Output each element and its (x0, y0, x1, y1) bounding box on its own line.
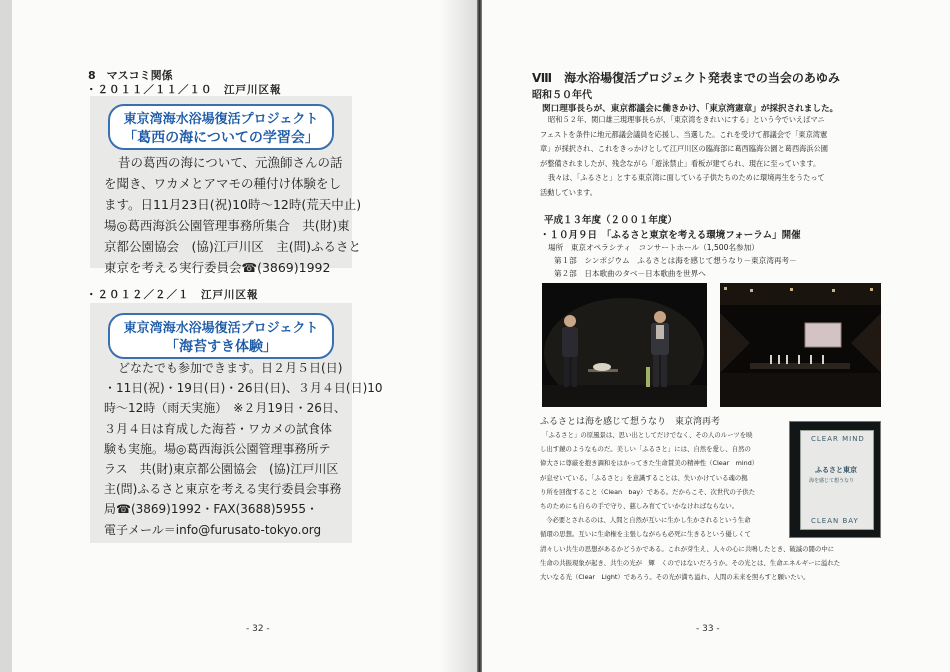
book-body-line: し出す鏡のようなものだ。美しい「ふるさと」には、自然を愛し、自然の (540, 445, 751, 454)
event-heading: ・１０月９日 「ふるさと東京を考える環境フォーラム」開催 (540, 230, 801, 241)
book-body-line: 「ふるさと」の原風景は、思い出としてだけでなく、その人のルーツを映 (542, 431, 753, 439)
stage-photo-speakers (542, 283, 707, 407)
book-body-line: り所を回復すること（Clean bay）である。だからこそ、次世代の子供た (540, 487, 756, 496)
era-body-line: が整備されましたが、残念ながら「遊泳禁止」看板が建てられ、現在に至っています。 (540, 158, 821, 168)
part2-line: 第２部 日本歌曲のタベ－日本歌曲を世界へ (554, 269, 706, 278)
book-cover-face (800, 430, 874, 530)
page-number: - 33 - (696, 624, 720, 634)
section-title: Ⅷ 海水浴場復活プロジェクト発表までの当会のあゆみ (532, 71, 840, 85)
cover-bottom-text: CLEAN BAY (811, 517, 859, 525)
clip2-body-line: どなたでも参加できます。日２月５日(日) (118, 361, 343, 375)
clip1-headline-line1: 東京湾海水浴場復活プロジェクト (123, 112, 319, 127)
page-number: - 32 - (246, 624, 270, 634)
clip2-headline-line2: 「海苔すき体験」 (165, 339, 277, 355)
book-cover-image (789, 421, 881, 538)
book-body-line: ちのためにも自らの手で守り、慈しみ育てていかなければならない。 (540, 502, 739, 511)
era-heading: 昭和５０年代 (532, 90, 592, 101)
speakers-illustration (542, 283, 707, 407)
clip2-body-line: 験も実施。場◎葛西海浜公園管理事務所テ (104, 441, 331, 456)
cover-top-text: CLEAR MIND (811, 435, 865, 443)
era-body (540, 113, 828, 200)
clip2-headline (108, 313, 334, 359)
clip1-date: ・２０１１／１１／１０ 江戸川区報 (86, 84, 282, 96)
clip1-headline (108, 104, 334, 150)
clip1-body-line: 昔の葛西の海について、元漁師さんの話 (118, 155, 343, 170)
clip2-body-line: ３月４日は育成した海苔・ワカメの試食体 (104, 421, 333, 436)
book-body-line: 今必要とされるのは、人間と自然が互いに生かし生かされるという生命 (546, 516, 751, 525)
era-lead: 関口理事長らが、東京都議会に働きかけ、「東京湾憲章」が採択されました。 (542, 104, 839, 114)
page-shadow (440, 0, 477, 672)
book-body-line: 清々しい共生の思想があるかどうかである。これが芽生え、人々の心に共鳴したとき、破滅の闇の中に (540, 544, 835, 553)
clip1-body-line: ます。日11月23日(祝)10時〜12時(荒天中止) (104, 197, 362, 212)
clip1-body-line: 場◎葛西海浜公園管理事務所集合 共(財)東 (104, 218, 350, 233)
book-body-line: 循環の思想。互いに生命権を主張しながらも必死に生きるという優しくて (540, 530, 751, 539)
concert-hall-photo (720, 283, 881, 407)
book-body-line: 大いなる光（Clear Light）であろう。その光が満ち溢れ、人間の未来を照らすと願いたい。 (540, 573, 810, 582)
newspaper-clip-2 (90, 303, 383, 543)
clip1-body (104, 152, 361, 278)
venue-line: 場所 東京オペラシティ コンサートホール（1,500名参加） (548, 243, 759, 252)
clip2-headline-line1: 東京湾海水浴場復活プロジェクト (123, 321, 319, 336)
clip2-body-line: 局☎(3869)1992・FAX(3688)5955・ (104, 502, 319, 517)
era-body-line: 章」が採択され、これをきっかけとして江戸川区の臨海部に葛西臨海公園と葛西海浜公園 (540, 144, 828, 153)
clip2-body-line: ・11日(祝)・19日(日)・26日(日)、３月４日(日)10 (104, 381, 383, 396)
clip2-body (104, 358, 383, 540)
book-body-line: が息せいている。「ふるさと」を意識することは、失いかけている魂の拠 (540, 473, 748, 482)
cover-subtitle: 海を感じて想うなり (809, 478, 855, 484)
book-body-line: 偉大さに尊厳を抱き調和をはかってきた生命賛美の精神性（Clear mind） (540, 459, 759, 468)
year-heading: 平成１３年度（２００１年度） (544, 215, 678, 226)
era-body-line: 活動しています。 (540, 187, 597, 197)
clip2-body-line: 主(問)ふるさと東京を考える実行委員会事務 (104, 482, 342, 497)
clip2-body-line: ラス 共(財)東京都公園協会 (協)江戸川区 (104, 462, 339, 477)
era-body-line: フェストを条件に地元都議会議員を応援し、当選した。これを受けて都議会で「東京湾憲 (540, 129, 828, 139)
clip1-body-line: 京都公園協会 (協)江戸川区 主(問)ふるさと (104, 239, 362, 254)
book-body-line: 生命の共振現象が起き、共生の光が 輝 くのではないだろうか。その光とは、生命エネルギーに溢れた (540, 558, 841, 567)
right-page (482, 0, 950, 672)
book-heading: ふるさとは海を感じて想うなり 東京湾再考 (540, 417, 721, 427)
clip1-body-line: 東京を考える実行委員会☎(3869)1992 (104, 260, 331, 275)
era-body-line: 我々は、「ふるさと」とする東京湾に面している子供たちのために環境再生をうたって (548, 173, 825, 182)
clip2-date: ・２０１２／２／１ 江戸川区報 (86, 289, 259, 301)
clip1-headline-line2: 「葛西の海についての学習会」 (123, 130, 319, 146)
concert-hall-illustration (720, 283, 881, 407)
cover-title: ふるさと東京 (815, 466, 857, 474)
newspaper-clip-1 (90, 96, 362, 275)
clip2-body-line: 電子メール＝info@furusato-tokyo.org (104, 522, 322, 537)
page-edge (0, 0, 12, 672)
part1-line: 第１部 シンポジウム ふるさとは海を感じて想うなり－東京湾再考－ (554, 256, 797, 265)
clip2-body-line: 時〜12時（雨天実施） ※２月19日・26日、 (104, 401, 346, 416)
section-title: 8 マスコミ関係 (88, 69, 173, 82)
era-body-line: 昭和５２年、関口雄三現理事長らが、「東京湾をきれいにする」という今でいえばマニ (548, 115, 825, 124)
clip1-body-line: を聞き、ワカメとアマモの種付け体験をし (104, 176, 342, 191)
